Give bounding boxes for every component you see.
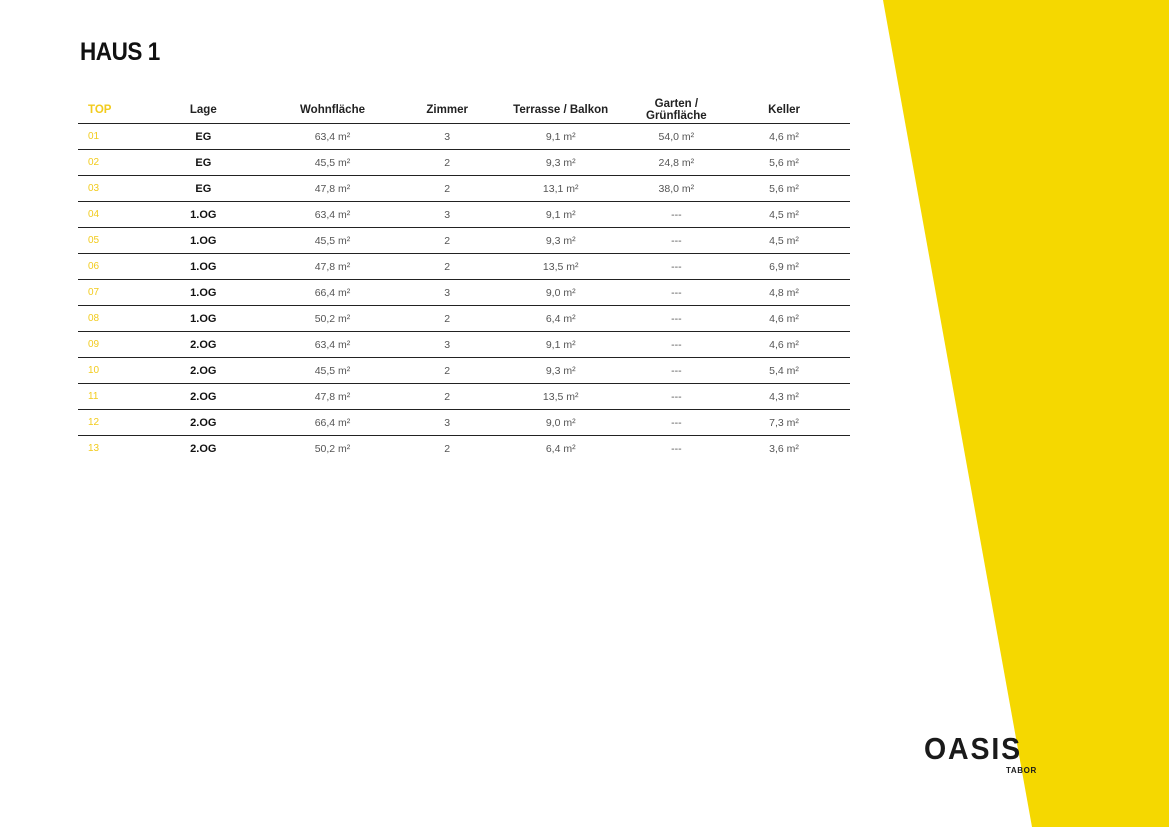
cell-keller: 6,9 m² xyxy=(718,254,850,280)
cell-top: 01 xyxy=(78,124,149,150)
cell-wohnflaeche: 47,8 m² xyxy=(257,254,407,280)
cell-terrasse: 13,5 m² xyxy=(487,254,635,280)
apartment-table xyxy=(78,97,850,461)
cell-lage: 2.OG xyxy=(149,410,257,436)
table-row xyxy=(78,436,850,462)
cell-terrasse: 9,1 m² xyxy=(487,332,635,358)
cell-top: 09 xyxy=(78,332,149,358)
cell-zimmer: 2 xyxy=(408,254,487,280)
cell-lage: 2.OG xyxy=(149,332,257,358)
cell-top: 08 xyxy=(78,306,149,332)
cell-wohnflaeche: 47,8 m² xyxy=(257,176,407,202)
cell-top: 04 xyxy=(78,202,149,228)
cell-wohnflaeche: 50,2 m² xyxy=(257,306,407,332)
cell-top: 03 xyxy=(78,176,149,202)
table-row xyxy=(78,358,850,384)
cell-wohnflaeche: 63,4 m² xyxy=(257,332,407,358)
cell-lage: 1.OG xyxy=(149,280,257,306)
table-header-row xyxy=(78,97,850,124)
cell-wohnflaeche: 66,4 m² xyxy=(257,410,407,436)
cell-wohnflaeche: 45,5 m² xyxy=(257,228,407,254)
cell-terrasse: 9,1 m² xyxy=(487,202,635,228)
cell-lage: 2.OG xyxy=(190,442,217,455)
cell-zimmer: 2 xyxy=(408,306,487,332)
cell-top: 13 xyxy=(88,443,100,454)
cell-zimmer: 3 xyxy=(408,332,487,358)
cell-keller: 4,8 m² xyxy=(718,280,850,306)
cell-lage: 1.OG xyxy=(149,254,257,280)
cell-garten: --- xyxy=(635,228,719,254)
header-wohnflaeche: Wohnfläche xyxy=(257,97,407,124)
cell-lage: 1.OG xyxy=(149,306,257,332)
cell-zimmer: 2 xyxy=(408,150,487,176)
logo-subtitle: TABOR xyxy=(1006,766,1037,775)
cell-zimmer: 3 xyxy=(408,280,487,306)
cell-wohnflaeche: 47,8 m² xyxy=(257,384,407,410)
cell-lage: 1.OG xyxy=(149,202,257,228)
cell-lage: EG xyxy=(149,124,257,150)
cell-keller: 4,6 m² xyxy=(718,124,850,150)
table-row xyxy=(78,254,850,280)
cell-zimmer: 3 xyxy=(408,124,487,150)
header-top: TOP xyxy=(78,97,149,124)
cell-lage: EG xyxy=(149,176,257,202)
cell-lage: EG xyxy=(149,150,257,176)
cell-garten: 24,8 m² xyxy=(635,150,719,176)
cell-keller: 4,6 m² xyxy=(718,306,850,332)
cell-garten: 38,0 m² xyxy=(635,176,719,202)
cell-garten: 54,0 m² xyxy=(635,124,719,150)
cell-garten: --- xyxy=(635,384,719,410)
cell-keller: 5,4 m² xyxy=(718,358,850,384)
cell-terrasse: 13,5 m² xyxy=(487,384,635,410)
cell-wohnflaeche: 66,4 m² xyxy=(257,280,407,306)
cell-top: 05 xyxy=(78,228,149,254)
cell-garten: --- xyxy=(635,306,719,332)
cell-top: 12 xyxy=(78,410,149,436)
cell-top: 06 xyxy=(78,254,149,280)
cell-keller: 7,3 m² xyxy=(718,410,850,436)
cell-terrasse: 9,0 m² xyxy=(487,280,635,306)
yellow-accent-shape xyxy=(883,0,1169,827)
cell-garten: --- xyxy=(635,332,719,358)
cell-lage: 2.OG xyxy=(149,358,257,384)
header-zimmer: Zimmer xyxy=(408,97,487,124)
cell-terrasse: 6,4 m² xyxy=(545,442,576,455)
cell-keller: 4,5 m² xyxy=(718,202,850,228)
cell-garten: --- xyxy=(635,202,719,228)
cell-top: 07 xyxy=(78,280,149,306)
table-row xyxy=(78,176,850,202)
cell-terrasse: 9,3 m² xyxy=(487,228,635,254)
cell-garten: --- xyxy=(635,254,719,280)
cell-zimmer: 3 xyxy=(408,202,487,228)
cell-terrasse: 6,4 m² xyxy=(487,306,635,332)
cell-wohnflaeche: 45,5 m² xyxy=(257,358,407,384)
cell-zimmer: 2 xyxy=(408,176,487,202)
cell-top: 10 xyxy=(78,358,149,384)
table-row xyxy=(78,150,850,176)
table-row xyxy=(78,332,850,358)
cell-zimmer: 2 xyxy=(444,442,451,455)
cell-keller: 4,5 m² xyxy=(718,228,850,254)
cell-garten: --- xyxy=(635,358,719,384)
cell-keller: 5,6 m² xyxy=(718,176,850,202)
logo-wordmark: OASIS xyxy=(924,731,1022,766)
cell-garten: --- xyxy=(635,410,719,436)
cell-keller: 3,6 m² xyxy=(769,442,799,455)
header-garten: Garten / Grünfläche xyxy=(635,97,719,124)
table-row xyxy=(78,410,850,436)
cell-wohnflaeche: 45,5 m² xyxy=(257,150,407,176)
cell-lage: 2.OG xyxy=(149,384,257,410)
cell-terrasse: 13,1 m² xyxy=(487,176,635,202)
oasis-tabor-logo xyxy=(924,731,1037,775)
cell-wohnflaeche: 50,2 m² xyxy=(314,442,351,455)
cell-zimmer: 3 xyxy=(408,410,487,436)
cell-keller: 4,6 m² xyxy=(718,332,850,358)
cell-keller: 5,6 m² xyxy=(718,150,850,176)
cell-zimmer: 2 xyxy=(408,358,487,384)
cell-terrasse: 9,3 m² xyxy=(487,150,635,176)
cell-wohnflaeche: 63,4 m² xyxy=(257,202,407,228)
table-row xyxy=(78,384,850,410)
cell-top: 11 xyxy=(78,384,149,410)
cell-terrasse: 9,1 m² xyxy=(487,124,635,150)
table-row xyxy=(78,306,850,332)
table-body xyxy=(78,124,850,462)
table-row xyxy=(78,228,850,254)
cell-wohnflaeche: 63,4 m² xyxy=(257,124,407,150)
cell-keller: 4,3 m² xyxy=(718,384,850,410)
header-lage: Lage xyxy=(149,97,257,124)
cell-top: 02 xyxy=(78,150,149,176)
header-keller: Keller xyxy=(718,97,850,124)
cell-garten: --- xyxy=(671,442,682,455)
cell-garten: --- xyxy=(635,280,719,306)
cell-zimmer: 2 xyxy=(408,228,487,254)
table-row xyxy=(78,202,850,228)
cell-lage: 1.OG xyxy=(149,228,257,254)
header-terrasse: Terrasse / Balkon xyxy=(487,97,635,124)
page-title: HAUS 1 xyxy=(80,38,160,66)
table-row xyxy=(78,124,850,150)
cell-terrasse: 9,0 m² xyxy=(487,410,635,436)
table-row xyxy=(78,280,850,306)
cell-terrasse: 9,3 m² xyxy=(487,358,635,384)
cell-zimmer: 2 xyxy=(408,384,487,410)
